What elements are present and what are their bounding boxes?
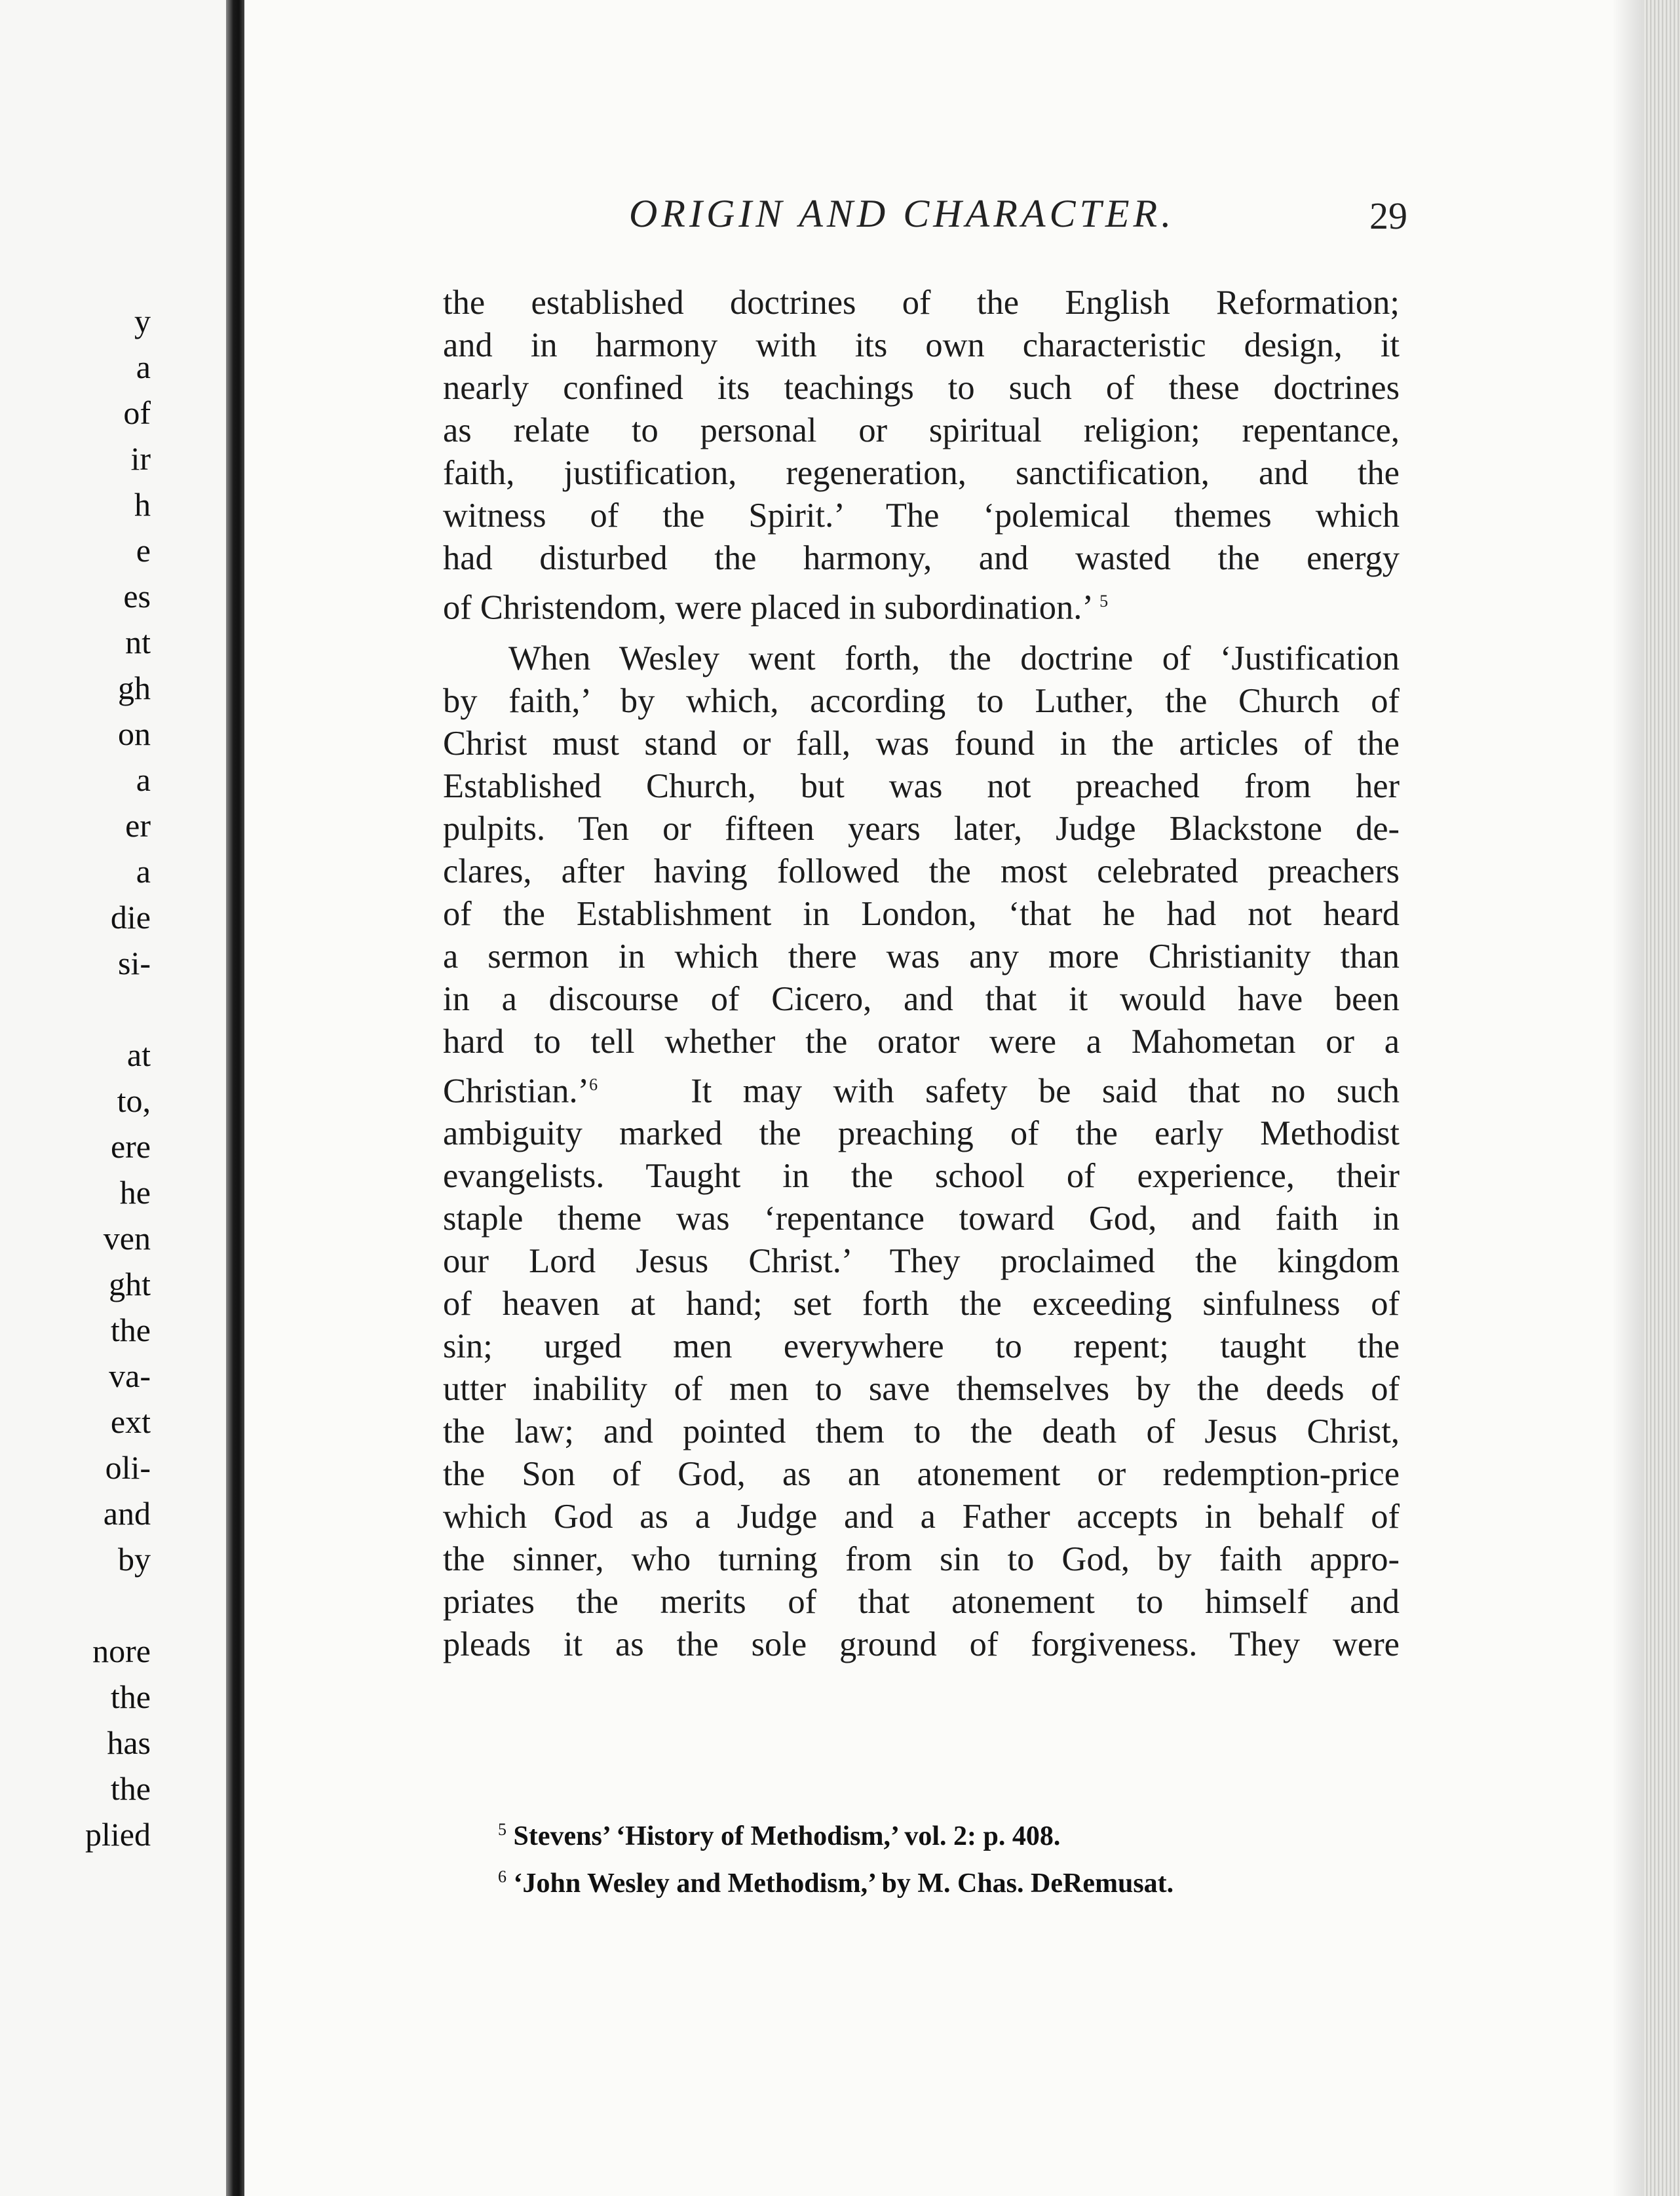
body-line-text: of Christendom, were placed in subordination.’ [443, 588, 1091, 627]
body-line: utter inability of men to save themselves by the deeds of [443, 1370, 1400, 1408]
body-line [443, 1063, 1400, 1113]
body-line: of heaven at hand; set forth the exceeding sinfulness of [443, 1285, 1400, 1323]
body-line: ambiguity marked the preaching of the early Methodist [443, 1114, 1400, 1152]
left-page-fragment: plied [85, 1816, 151, 1853]
body-line: which God as a Judge and a Father accepts in behalf of [443, 1498, 1400, 1536]
body-line: priates the merits of that atonement to himself and [443, 1583, 1400, 1621]
left-page-fragment: has [107, 1724, 151, 1761]
page-stack-edge [1643, 0, 1680, 2196]
body-line: the Son of God, as an atonement or redemption-price [443, 1455, 1400, 1493]
left-page-fragment: es [123, 578, 151, 615]
footnote-mark: 6 [498, 1867, 506, 1886]
footnote-text: Stevens’ ‘History of Methodism,’ vol. 2: p. 408. [513, 1821, 1061, 1851]
left-page-fragment: the [110, 1678, 151, 1715]
left-page-fragment: and [103, 1495, 151, 1532]
left-page-fragment: va- [109, 1357, 151, 1394]
body-line: pleads it as the sole ground of forgiveness. They were [443, 1625, 1400, 1663]
body-line: and in harmony with its own characteristic design, it [443, 326, 1400, 364]
left-page-fragment: gh [118, 670, 151, 706]
body-line: Christ must stand or fall, was found in the articles of the [443, 724, 1400, 763]
left-page-fragment: ght [109, 1266, 151, 1302]
body-line: evangelists. Taught in the school of experience, their [443, 1157, 1400, 1195]
left-facing-page [0, 0, 226, 2196]
left-page-fragment: the [110, 1312, 151, 1348]
body-line: in a discourse of Cicero, and that it would have been [443, 979, 1400, 1018]
body-line: the established doctrines of the English Reformation; [443, 284, 1400, 322]
body-line: witness of the Spirit.’ The ‘polemical themes which [443, 497, 1400, 535]
left-page-fragment: ven [103, 1220, 151, 1257]
left-page-fragment: he [119, 1174, 151, 1211]
left-page-fragment: a [136, 853, 151, 890]
body-line: had disturbed the harmony, and wasted the energy [443, 539, 1400, 577]
left-page-fragment: die [110, 899, 151, 936]
left-page-fragment: oli- [105, 1449, 151, 1486]
left-page-fragment: to, [117, 1082, 151, 1119]
body-line: clares, after having followed the most celebrated preachers [443, 852, 1400, 890]
footnote-text: ‘John Wesley and Methodism,’ by M. Chas. DeRemusat. [513, 1868, 1174, 1899]
left-page-fragment: by [118, 1541, 151, 1578]
left-page-fragment: ere [110, 1128, 151, 1165]
body-line: of the Establishment in London, ‘that he had not heard [443, 894, 1400, 933]
left-page-fragment: at [126, 1036, 151, 1073]
footnote [498, 1809, 1415, 1857]
footnote-ref: 5 [1099, 592, 1109, 611]
body-line-text: Christian.’ [443, 1072, 590, 1110]
footnotes [498, 1809, 1415, 1904]
left-page-fragment: the [110, 1770, 151, 1807]
body-line: faith, justification, regeneration, sanctification, and the [443, 454, 1400, 492]
left-page-fragment: e [136, 532, 151, 569]
left-page-fragment: a [136, 349, 151, 385]
running-head: ORIGIN AND CHARACTER. [629, 192, 1175, 235]
left-page-fragment: ext [110, 1403, 151, 1440]
body-line: by faith,’ by which, according to Luther, the Church of [443, 681, 1400, 720]
left-page-fragment: y [134, 303, 151, 339]
body-line: pulpits. Ten or fifteen years later, Judge Blackstone de- [443, 809, 1400, 848]
page-edge-shadow [1612, 0, 1643, 2196]
body-line-text: It may with safety be said that no such [691, 1072, 1400, 1110]
body-line: hard to tell whether the orator were a Mahometan or a [443, 1022, 1400, 1061]
body-line: Established Church, but was not preached from her [443, 767, 1400, 805]
left-page-fragment: of [123, 394, 151, 431]
left-page-fragment: on [118, 715, 151, 752]
footnote [498, 1857, 1415, 1904]
footnote-ref: 6 [589, 1074, 598, 1094]
body-line: staple theme was ‘repentance toward God, and faith in [443, 1200, 1400, 1238]
body-line: our Lord Jesus Christ.’ They proclaimed the kingdom [443, 1242, 1400, 1280]
left-page-fragment: ir [130, 440, 151, 477]
left-page-fragment: nore [92, 1633, 151, 1669]
footnote-mark: 5 [498, 1820, 506, 1839]
left-page-fragment: a [136, 761, 151, 798]
body-line [443, 580, 1400, 630]
body-line: as relate to personal or spiritual religion; repentance, [443, 411, 1400, 449]
left-page-fragment: nt [125, 624, 151, 660]
body-text [443, 282, 1400, 1666]
body-line: When Wesley went forth, the doctrine of ‘Justification [508, 639, 1400, 677]
body-line: nearly confined its teachings to such of these doctrines [443, 369, 1400, 407]
book-gutter [226, 0, 244, 2196]
page-number: 29 [1369, 195, 1407, 237]
body-line: the law; and pointed them to the death of Jesus Christ, [443, 1412, 1400, 1450]
body-line: sin; urged men everywhere to repent; taught the [443, 1327, 1400, 1365]
left-page-fragment: er [125, 807, 151, 844]
body-line: the sinner, who turning from sin to God, by faith appro- [443, 1540, 1400, 1578]
left-page-fragment: si- [118, 945, 151, 981]
body-line: a sermon in which there was any more Christianity than [443, 937, 1400, 975]
left-page-fragment: h [134, 486, 151, 523]
